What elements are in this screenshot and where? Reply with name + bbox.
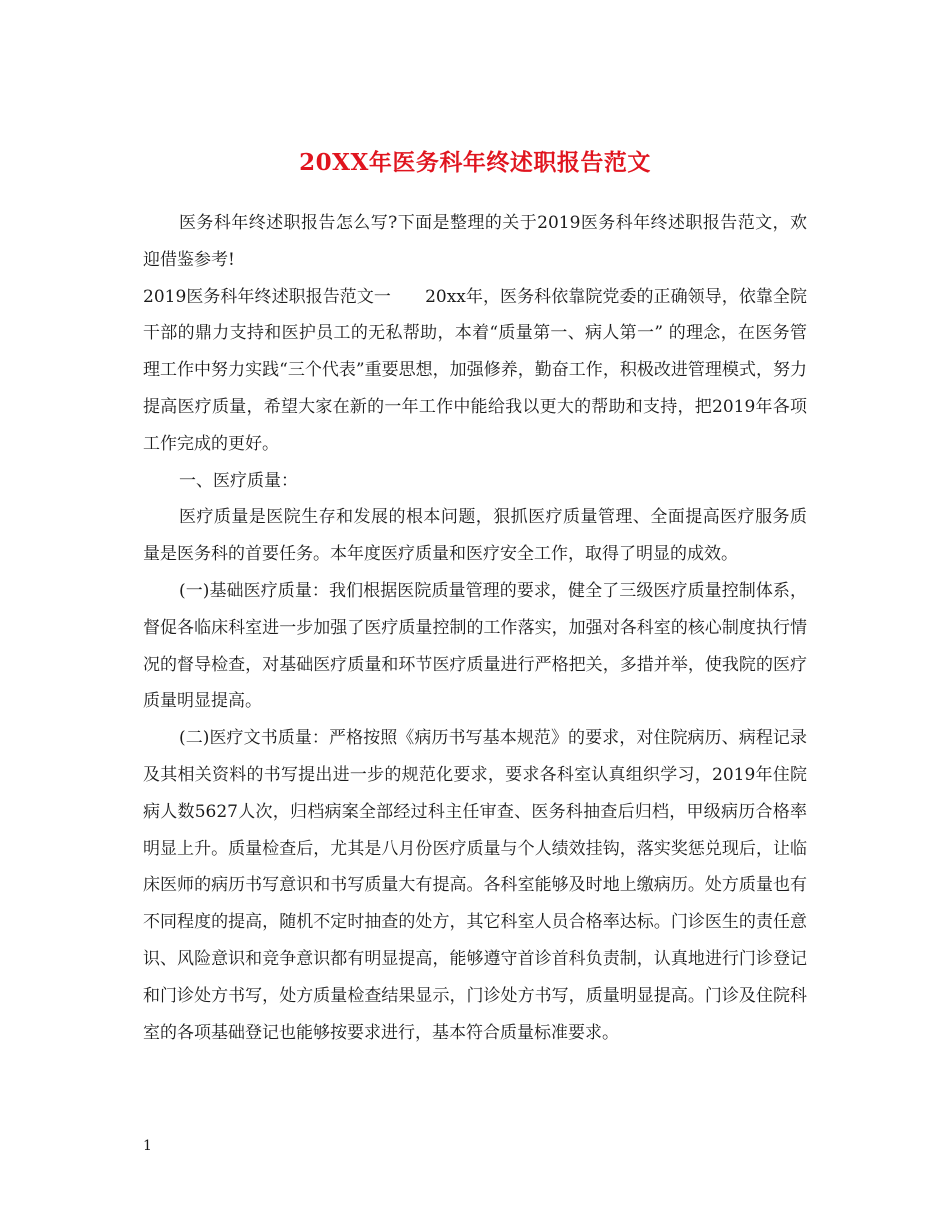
basic-quality-paragraph: (一)基础医疗质量：我们根据医院质量管理的要求，健全了三级医疗质量控制体系，督促各临床科室进一步加强了医疗质量控制的工作落实，加强对各科室的核心制度执行情况的督导检查，对基础医疗质量和环节医疗质量进行严格把关，多措并举，使我院的医疗质量明显提高。: [143, 580, 807, 712]
intro-paragraph: 医务科年终述职报告怎么写?下面是整理的关于2019医务科年终述职报告范文，欢迎借鉴参考!: [143, 213, 807, 270]
document-body: [143, 205, 807, 1051]
medical-quality-paragraph: 医疗质量是医院生存和发展的根本问题，狠抓医疗质量管理、全面提高医疗服务质量是医务科的首要任务。本年度医疗质量和医疗安全工作，取得了明显的成效。: [143, 507, 807, 565]
page-number: 1: [143, 1138, 152, 1154]
report-opening-paragraph: 2019医务科年终述职报告范文一 20xx年，医务科依靠院党委的正确领导，依靠全院干部的鼎力支持和医护员工的无私帮助，本着“质量第一、病人第一” 的理念，在医务管理工作中努力实践“三个代表”重要思想，加强修养，勤奋工作，积极改进管理模式，努力提高医疗质量，希望大家在新的一年工作中能给我以更大的帮助和支持，把2019年各项工作完成的更好。: [143, 286, 807, 454]
section-heading-medical-quality: 一、医疗质量：: [179, 470, 298, 491]
document-title: 20XX年医务科年终述职报告范文: [299, 149, 651, 177]
document-quality-paragraph: (二)医疗文书质量：严格按照《病历书写基本规范》的要求，对住院病历、病程记录及其相关资料的书写提出进一步的规范化要求，要求各科室认真组织学习，2019年住院病人数5627人次，归档病案全部经过科主任审查、医务科抽查后归档，甲级病历合格率明显上升。质量检查后，尤其是八月份医疗质量与个人绩效挂钩，落实奖惩兑现后，让临床医师的病历书写意识和书写质量大有提高。各科室能够及时地上缴病历。处方质量也有不同程度的提高，随机不定时抽查的处方，其它科室人员合格率达标。门诊医生的责任意识、风险意识和竞争意识都有明显提高，能够遵守首诊首科负责制，认真地进行门诊登记和门诊处方书写，处方质量检查结果显示，门诊处方书写，质量明显提高。门诊及住院科室的各项基础登记也能够按要求进行，基本符合质量标准要求。: [143, 728, 807, 1043]
